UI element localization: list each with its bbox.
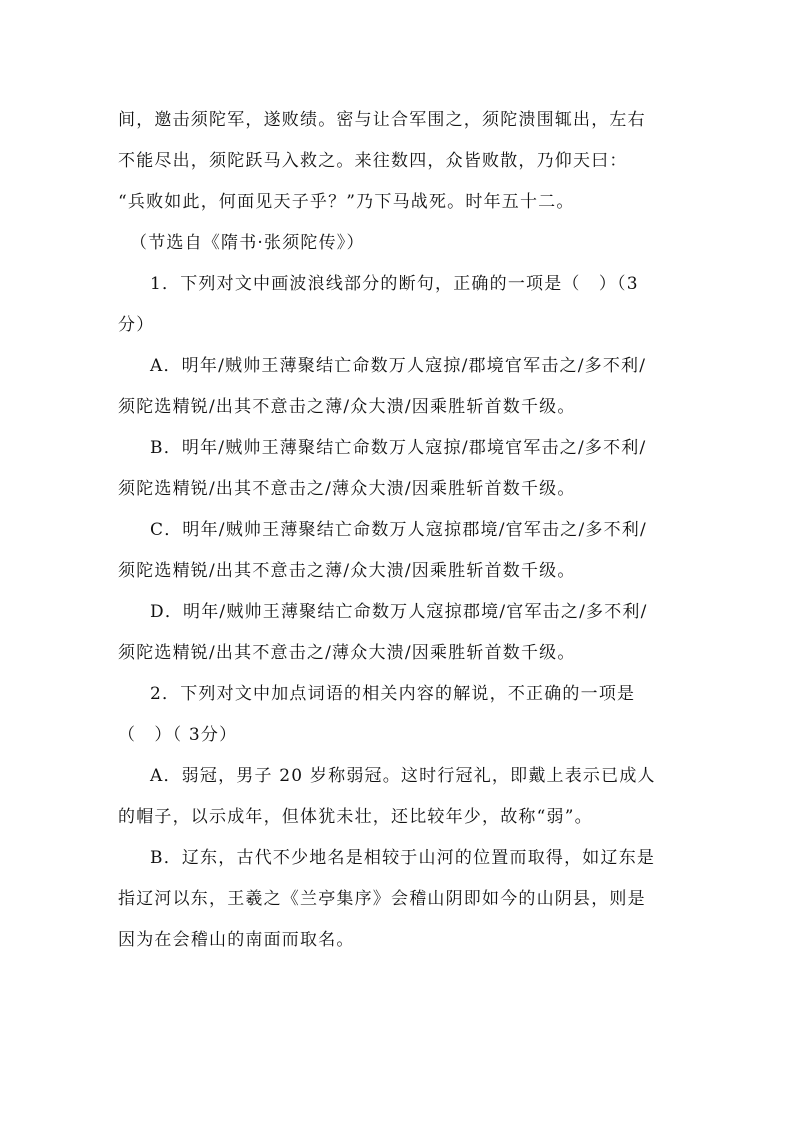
passage-line-2: 不能尽出，须陀跃马入救之。来往数四，众皆败散，乃仰天曰：: [118, 151, 628, 171]
question-2-option-b-cont-1: 指辽河以东，王羲之《兰亭集序》会稽山阴即如今的山阴县，则是: [118, 889, 646, 909]
question-1-option-a-cont: 须陀选精锐/出其不意击之薄/众大溃/因乘胜斩首数千级。: [118, 397, 576, 417]
question-2-option-a: A．弱冠，男子 20 岁称弱冠。这时行冠礼，即戴上表示已成人: [150, 766, 656, 786]
question-1-option-b-cont: 须陀选精锐/出其不意击之/薄众大溃/因乘胜斩首数千级。: [118, 479, 576, 499]
question-2-option-b-cont-2: 因为在会稽山的南面而取名。: [118, 930, 355, 950]
question-1-option-d-cont: 须陀选精锐/出其不意击之/薄众大溃/因乘胜斩首数千级。: [118, 643, 576, 663]
passage-line-1: 间，邀击须陀军，遂败绩。密与让合军围之，须陀溃围辄出，左右: [118, 110, 646, 130]
question-2-score: （ ）（ 3分）: [118, 725, 238, 745]
question-1-option-c: C．明年/贼帅王薄聚结亡命数万人寇掠郡境/官军击之/多不利/: [150, 520, 647, 540]
question-1-option-c-cont: 须陀选精锐/出其不意击之薄/众大溃/因乘胜斩首数千级。: [118, 561, 576, 581]
question-1-stem: 1．下列对文中画波浪线部分的断句，正确的一项是（ ）（3: [150, 274, 639, 294]
passage-line-3: “兵败如此，何面见天子乎？”乃下马战死。时年五十二。: [118, 192, 575, 212]
document-body: [118, 100, 678, 961]
question-1-option-a: A．明年/贼帅王薄聚结亡命数万人寇掠/郡境官军击之/多不利/: [150, 356, 647, 376]
question-2-option-a-cont: 的帽子，以示成年，但体犹未壮，还比较年少，故称“弱”。: [118, 807, 593, 827]
question-2-stem: 2．下列对文中加点词语的相关内容的解说，不正确的一项是: [150, 684, 636, 704]
question-1-option-b: B．明年/贼帅王薄聚结亡命数万人寇掠/郡境官军击之/多不利/: [150, 438, 647, 458]
question-1-option-d: D．明年/贼帅王薄聚结亡命数万人寇掠郡境/官军击之/多不利/: [150, 602, 648, 622]
source-citation: （节选自《隋书·张须陀传》）: [130, 233, 365, 253]
question-2-option-b: B．辽东，古代不少地名是相较于山河的位置而取得，如辽东是: [150, 848, 656, 868]
question-1-score: 分）: [118, 315, 155, 335]
